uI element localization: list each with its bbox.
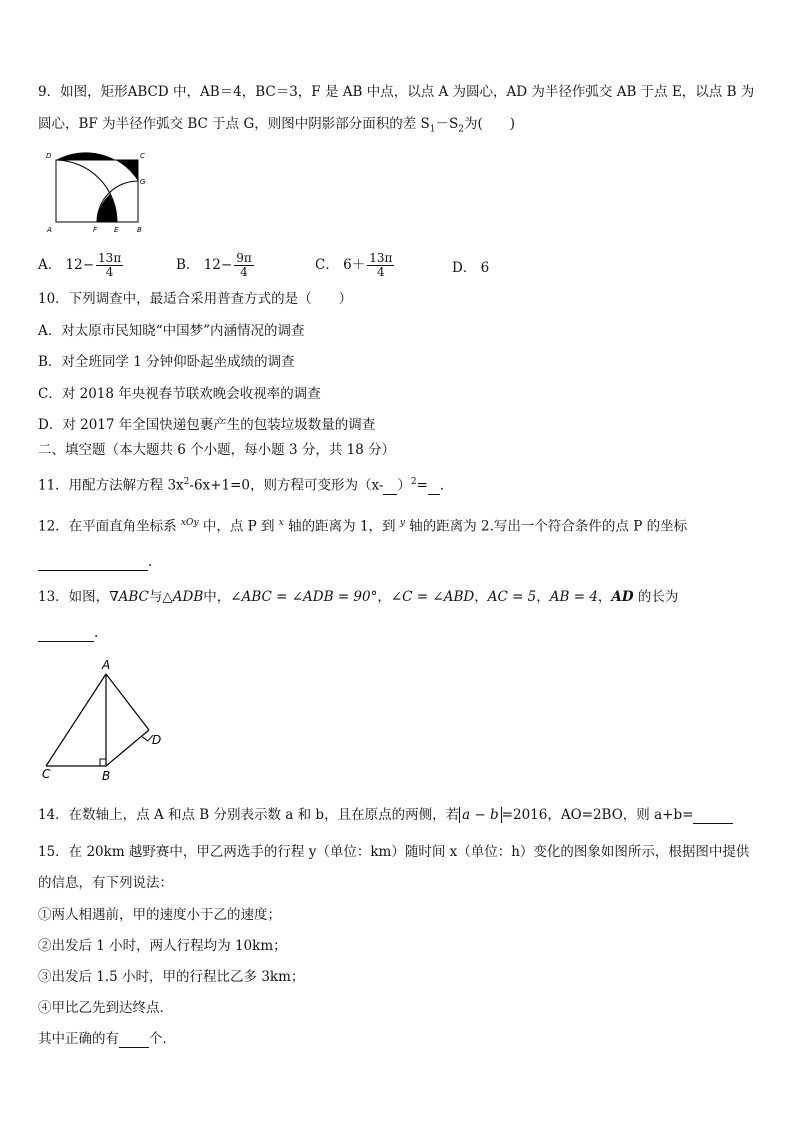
section-2-heading: 二、填空题（本大题共 6 个小题，每小题 3 分，共 18 分） <box>38 442 396 458</box>
q9-option-d: D． 6 <box>452 260 490 276</box>
q9-label-G: G <box>140 178 146 186</box>
q11-blank-2[interactable] <box>428 480 440 495</box>
q15-line2: 的信息，有下列说法： <box>38 875 173 891</box>
q12-answer-line: . <box>38 553 152 571</box>
q15-line1: 15．在 20km 越野赛中，甲乙两选手的行程 y（单位：km）随时间 x（单位：h）变化的图象如图所示，根据图中提供 <box>38 844 750 860</box>
q15-blank[interactable] <box>119 1033 149 1048</box>
q9-label-E: E <box>114 226 119 234</box>
q9-label-B: B <box>137 226 142 234</box>
q9-option-a: A． 12− $\frac{13\pi}{4}$ <box>38 251 122 279</box>
q13-figure <box>38 656 178 782</box>
q10-option-a: A．对太原市民知晓“中国梦”内涵情况的调查 <box>38 323 305 339</box>
q14-blank[interactable] <box>693 809 733 824</box>
q15-final: 其中正确的有 个． <box>38 1031 176 1047</box>
q10-option-d: D．对 2017 年全国快递包裹产生的包装垃圾数量的调查 <box>38 417 376 433</box>
q10-option-b: B．对全班同学 1 分钟仰卧起坐成绩的调查 <box>38 354 295 370</box>
q9-figure <box>44 148 156 238</box>
q9-label-A: A <box>47 226 52 234</box>
q9-shaded-bottom <box>97 194 117 222</box>
q11: 11．用配方法解方程 $3x^2-6x+1=0$，则方程可变形为（x- ）$^2$= ． <box>38 477 454 494</box>
q14: 14．在数轴上，点 A 和点 B 分别表示数 a 和 b，且在原点的两侧，若 a − b =2016，AO=2BO，则 a+b= <box>38 806 733 824</box>
q12-blank[interactable] <box>38 556 148 571</box>
q11-blank-1[interactable] <box>383 480 397 495</box>
q10-stem: 10．下列调查中，最适合采用普查方式的是（ ） <box>38 291 353 307</box>
q9-line2: 圆心，BF 为半径作弧交 BC 于点 G，则图中阴影部分面积的差 $S_1-S_2$为( ) <box>38 116 516 135</box>
q9-label-D: D <box>46 152 52 160</box>
q9-label-C: C <box>140 152 145 160</box>
q13-label-B: B <box>102 769 111 782</box>
q15-item-4: ④甲比乙先到达终点． <box>38 1000 173 1016</box>
q15-item-3: ③出发后 1.5 小时，甲的行程比乙多 3km； <box>38 969 305 985</box>
q9-line1: 9．如图，矩形ABCD 中，AB＝4，BC＝3，F 是 AB 中点，以点 A 为圆心，AD 为半径作弧交 AB 于点 E，以点 B 为 <box>38 84 755 100</box>
q10-option-c: C．对 2018 年央视春节联欢晚会收视率的调查 <box>38 386 321 402</box>
q9-option-b: B． 12− $\frac{9\pi}{4}$ <box>176 251 252 279</box>
q12: 12．在平面直角坐标系 $^{xOy}$ 中，点 P 到 $^x$ 轴的距离为 1，到 $^y$ 轴的距离为 2.写出一个符合条件的点 P 的坐标 <box>38 518 688 535</box>
q9-label-F: F <box>93 226 98 234</box>
q13: 13．如图，∇ABC与△ADB中，∠ABC = ∠ADB = 90°，∠C = ∠ABD，AC = 5，AB = 4，AD 的长为 <box>38 589 679 605</box>
q15-item-2: ②出发后 1 小时，两人行程均为 10km； <box>38 938 287 954</box>
q13-label-C: C <box>42 767 51 781</box>
q13-label-A: A <box>102 658 111 672</box>
q13-label-D: D <box>152 733 162 747</box>
q9-option-c: C． 6＋ $\frac{13\pi}{4}$ <box>315 251 393 279</box>
q13-blank[interactable] <box>38 627 94 642</box>
q15-item-1: ①两人相遇前，甲的速度小于乙的速度； <box>38 907 281 923</box>
q13-answer-line: . <box>38 624 98 642</box>
